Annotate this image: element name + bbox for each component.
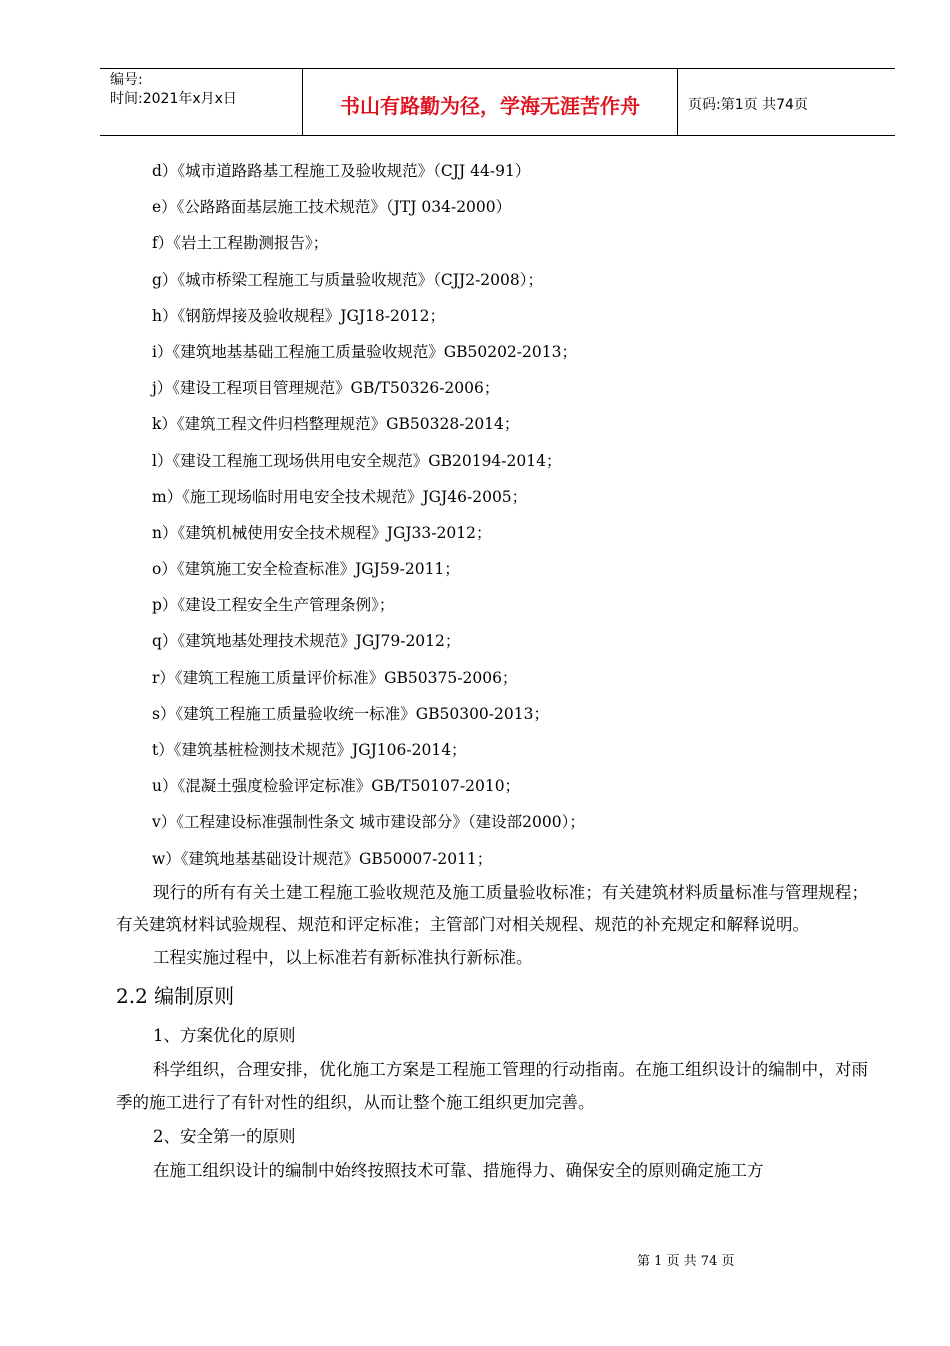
reference-item: h）《钢筋焊接及验收规程》JGJ18-2012；	[152, 306, 445, 325]
header-motto: 书山有路勤为径，学海无涯苦作舟	[303, 69, 678, 135]
reference-item: t）《建筑基桩检测技术规范》JGJ106-2014；	[152, 741, 467, 759]
header-meta	[100, 69, 303, 135]
time-label: 时间:2021年x月x日	[110, 91, 237, 107]
page-header	[100, 68, 895, 136]
reference-list	[116, 153, 868, 877]
reference-item: g）《城市桥梁工程施工与质量验收规范》（CJJ2-2008）；	[152, 270, 544, 289]
reference-item: u）《混凝土强度检验评定标准》GB/T50107-2010；	[152, 777, 521, 796]
section-title: 2.2 编制原则	[116, 984, 235, 1009]
paragraph-standards: 现行的所有有关土建工程施工验收规范及施工质量验收标准；有关建筑材料质量标准与管理规程；有关建筑材料试验规程、规范和评定标准；主管部门对相关规程、规范的补充规定和解释说明。	[116, 882, 868, 935]
document-body	[116, 153, 868, 1188]
reference-item: l）《建设工程施工现场供用电安全规范》GB20194-2014；	[152, 451, 562, 470]
paragraph-optimization: 科学组织，合理安排，优化施工方案是工程施工管理的行动指南。在施工组织设计的编制中，对雨季的施工进行了有针对性的组织，从而让整个施工组织更加完善。	[116, 1060, 868, 1112]
reference-item: w）《建筑地基基础设计规范》GB50007-2011；	[152, 849, 493, 868]
reference-item: j）《建设工程项目管理规范》GB/T50326-2006；	[152, 379, 500, 398]
paragraph-update-note: 工程实施过程中，以上标准若有新标准执行新标准。	[153, 947, 533, 967]
header-page-info: 页码:第1页 共74页	[688, 97, 808, 113]
reference-item: r）《建筑工程施工质量评价标准》GB50375-2006；	[152, 668, 518, 687]
reference-item: f）《岩土工程勘测报告》；	[152, 234, 329, 253]
reference-item: d）《城市道路路基工程施工及验收规范》（CJJ 44-91）	[152, 162, 531, 180]
footer-page-number: 第 1 页 共 74 页	[637, 1254, 735, 1269]
reference-item: k）《建筑工程文件归档整理规范》GB50328-2014；	[152, 415, 520, 434]
reference-item: o）《建筑施工安全检查标准》JGJ59-2011；	[152, 560, 460, 579]
reference-item: q）《建筑地基处理技术规范》JGJ79-2012；	[152, 632, 461, 651]
reference-item: i）《建筑地基基础工程施工质量验收规范》GB50202-2013；	[152, 342, 577, 361]
subheading-safety: 2、安全第一的原则	[153, 1127, 296, 1147]
reference-item: n）《建筑机械使用安全技术规程》JGJ33-2012；	[152, 523, 492, 542]
subheading-optimization: 1、方案优化的原则	[153, 1026, 296, 1046]
reference-item: v）《工程建设标准强制性条文 城市建设部分》（建设部2000）；	[152, 813, 585, 832]
reference-item: p）《建设工程安全生产管理条例》；	[152, 596, 395, 615]
paragraph-safety: 在施工组织设计的编制中始终按照技术可靠、措施得力、确保安全的原则确定施工方	[153, 1161, 764, 1181]
number-label: 编号:	[110, 72, 143, 88]
reference-item: s）《建筑工程施工质量验收统一标准》GB50300-2013；	[152, 704, 549, 723]
reference-item: m）《施工现场临时用电安全技术规范》JGJ46-2005；	[152, 487, 528, 506]
reference-item: e）《公路路面基层施工技术规范》（JTJ 034-2000）	[152, 198, 512, 217]
